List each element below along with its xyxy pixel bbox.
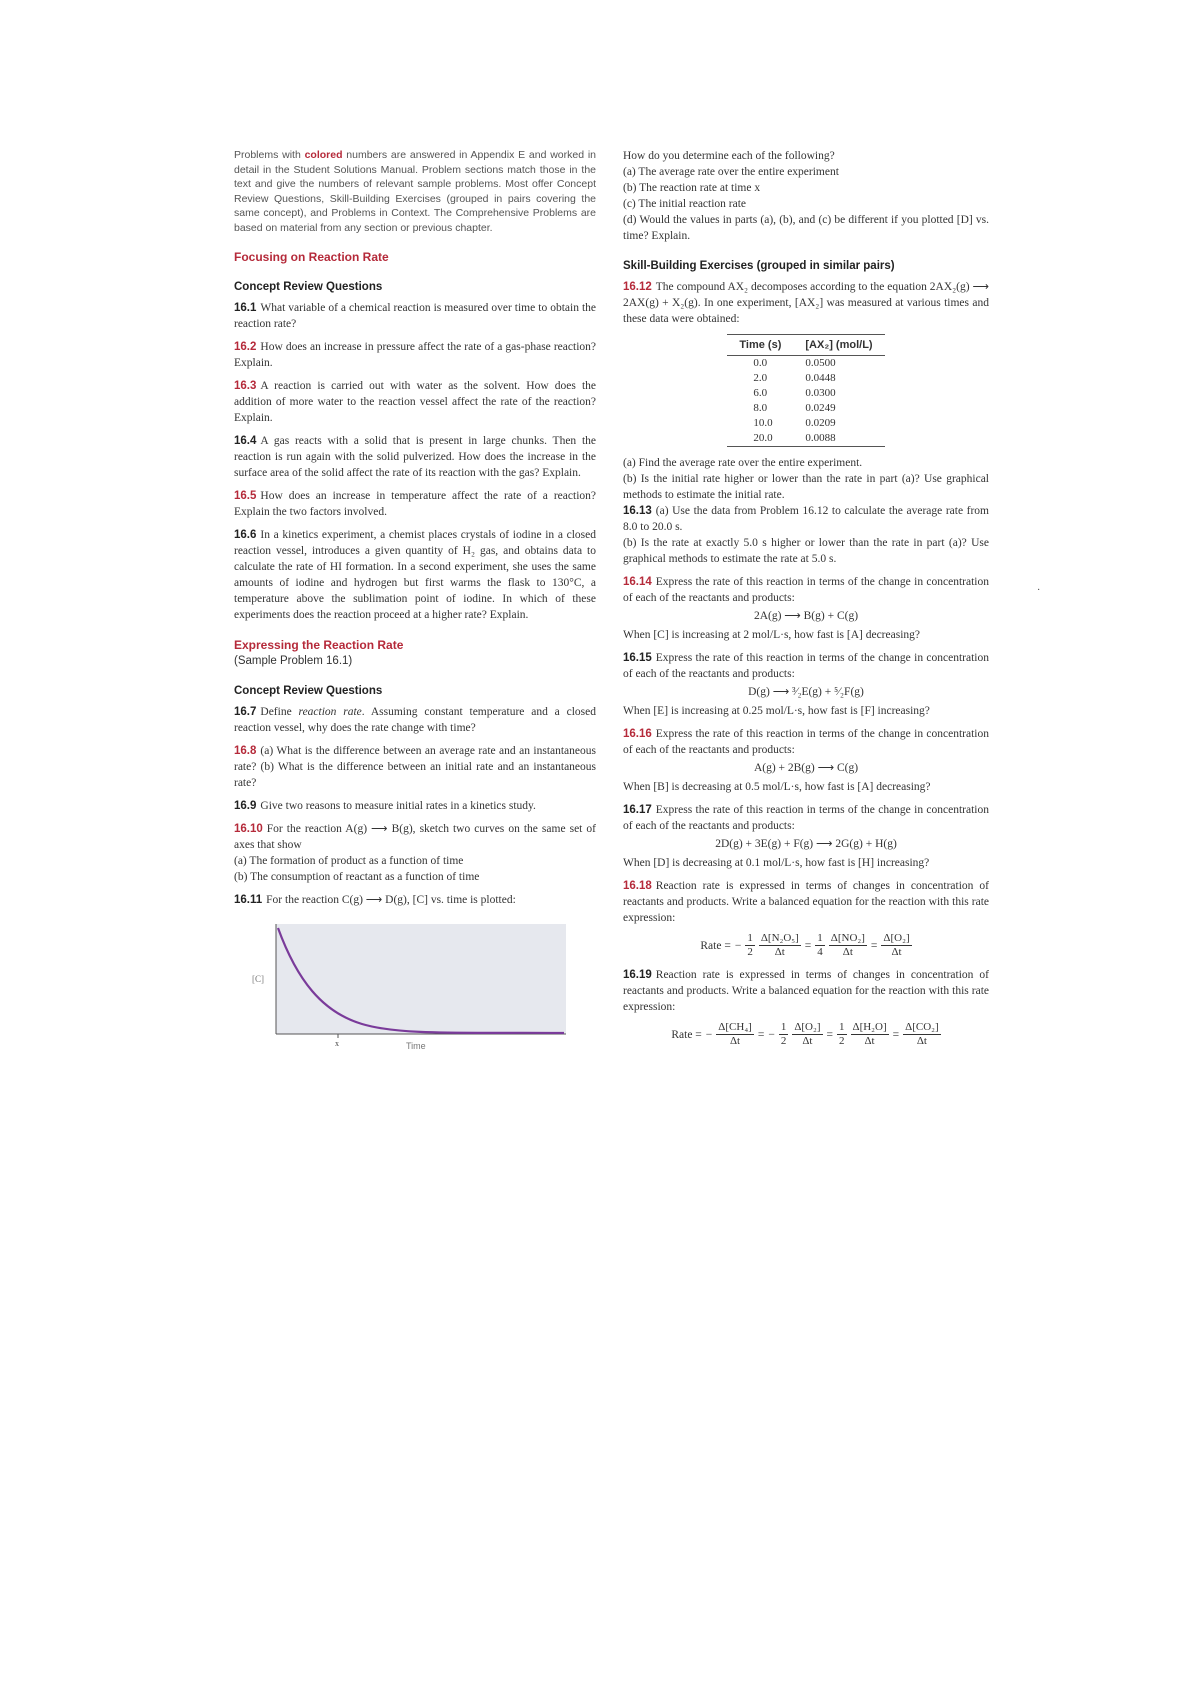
equation: A(g) + 2B(g) ⟶ C(g) [753,762,859,774]
section-heading: Focusing on Reaction Rate [234,250,389,264]
part-b: (b) Is the initial rate higher or lower than the rate in part (a)? Use graphical methods to estimate the initial rate. [623,473,989,501]
left-column [234,148,596,1050]
problem-16-7: 16.7 Define reaction rate. Assuming constant temperature and a closed reaction vessel, why does the rate change with time? [234,706,596,734]
problem-16-4: 16.4 A gas reacts with a solid that is present in large chunks. Then the reaction is run again with the solid pulverized. How does the increase in the surface area of the solid affect the rate of its reaction with the gas? Explain. [234,435,596,479]
colored-word: colored [304,149,343,161]
table-row: 8.0 0.0249 [753,402,836,414]
problem-16-8: 16.8 (a) What is the difference between an average rate and an instantaneous rate? (b) What is the difference between an initial rate and an instantaneous rate? [234,745,596,789]
equation: 2D(g) + 3E(g) + F(g) ⟶ 2G(g) + H(g) [715,838,897,850]
part-d: (d) Would the values in parts (a), (b), and (c) be different if you plotted [D] vs. time? Explain. [623,214,989,242]
problem-16-6: 16.6 In a kinetics experiment, a chemist places crystals of iodine in a closed reaction vessel, introduces a given quantity of H₂ gas, and obtains data to calculate the rate of HI formation. In a second experiment, she uses the same amounts of iodine and hydrogen but first warms the flask to 130°C, a temperature above the sublimation point of iodine. In which of these experiments does the reaction proceed at a higher rate? Explain. [234,529,596,621]
subsection-heading: Concept Review Questions [234,281,383,293]
x-tick-label: x [335,1039,339,1048]
rate-expression: Rate = − $\frac{1}{2}$ $\frac{\text{Δ[N₂O₅]}}{\Delta t}$ = $\frac{1}{4}$ $\frac{\text{Δ[NO₂]}}{\Delta t}$ = $\frac{\text{Δ[O₂]}}{\Delta t}$ [700,932,910,958]
equation: 2A(g) ⟶ B(g) + C(g) [753,610,859,622]
problem-16-18: 16.18 Reaction rate is expressed in terms of changes in concentration of reactants and products. Write a balanced equation for the reaction with this rate expression: Rate = − $\frac{1}{2}$ $\frac{\text{Δ[N₂O₅]}}{\Delta t}$ = $\frac{1}{4}$ $\frac{\text{Δ[NO₂]}}{\Delta t}$ = $\frac{\text{Δ[O₂]}}{\Delta t}$ [623,880,989,958]
equation: D(g) ⟶ ³⁄₂E(g) + ⁵⁄₂F(g) [748,686,864,698]
concentration-time-graph [252,920,596,1050]
subsection-heading: Skill-Building Exercises (grouped in similar pairs) [623,260,895,272]
sample-problem-ref: (Sample Problem 16.1) [234,655,353,667]
problem-16-16: 16.16 Express the rate of this reaction in terms of the change in concentration of each of the reactants and products: A(g) + 2B(g) ⟶ C(g) When [B] is decreasing at 0.5 mol/L·s, how fast is [A] decreasing? [623,728,989,793]
table-header: Time (s) [727,335,793,356]
y-axis-label: [C] [252,974,264,984]
intro-paragraph: Problems with colored numbers are answered in Appendix E and worked in detail in the Student Solutions Manual. Problem sections match those in the text and give the numbers of relevant sample problems. Most offer Concept Review Questions, Skill-Building Exercises (grouped in pairs covering the same concept), and Problems in Context. The Comprehensive Problems are based on material from any section or previous chapter. [234,149,596,234]
problem-16-13: 16.13 (a) Use the data from Problem 16.12 to calculate the average rate from 8.0 to 20.0 s. (b) Is the rate at exactly 5.0 s higher or lower than the rate in part (a)? Use graphical methods to estimate the rate at 5.0 s. [623,505,989,565]
x-axis-label: Time [406,1041,426,1050]
part-a: (a) The average rate over the entire experiment [623,166,839,178]
table-header: [AX₂] (mol/L) [793,335,884,356]
table-row: 2.0 0.0448 [753,372,836,384]
problem-16-1: 16.1 What variable of a chemical reaction is measured over time to obtain the reaction rate? [234,302,596,330]
problem-16-3: 16.3 A reaction is carried out with water as the solvent. How does the addition of more water to the reaction vessel affect the rate of the reaction? Explain. [234,380,596,424]
data-table [727,334,884,447]
right-column [623,148,989,1056]
table-row: 0.0 0.0500 [753,357,836,369]
part-b: (b) The reaction rate at time x [623,182,761,194]
section-heading: Expressing the Reaction Rate [234,638,404,652]
problem-16-5: 16.5 How does an increase in temperature affect the rate of a reaction? Explain the two factors involved. [234,490,596,518]
problem-16-17: 16.17 Express the rate of this reaction in terms of the change in concentration of each of the reactants and products: 2D(g) + 3E(g) + F(g) ⟶ 2G(g) + H(g) When [D] is decreasing at 0.1 mol/L·s, how fast is [H] increasing? [623,804,989,869]
table-row: 20.0 0.0088 [727,431,884,447]
part-c: (c) The initial reaction rate [623,198,747,210]
problem-16-2: 16.2 How does an increase in pressure affect the rate of a gas-phase reaction? Explain. [234,341,596,369]
rate-expression: Rate = − $\frac{\text{Δ[CH₄]}}{\Delta t}$ = − $\frac{1}{2}$ $\frac{\text{Δ[O₂]}}{\Delta t}$ = $\frac{1}{2}$ $\frac{\text{Δ[H₂O]}}{\Delta t}$ = $\frac{\text{Δ[CO₂]}}{\Delta t}$ [671,1021,939,1047]
problem-16-11: 16.11 For the reaction C(g) ⟶ D(g), [C] vs. time is plotted: [234,894,516,906]
graph-svg [252,920,582,1050]
problem-16-19: 16.19 Reaction rate is expressed in terms of changes in concentration of reactants and products. Write a balanced equation for the reaction with this rate expression: Rate = − $\frac{\text{Δ[CH₄]}}{\Delta t}$ = − $\frac{1}{2}$ $\frac{\text{Δ[O₂]}}{\Delta t}$ = $\frac{1}{2}$ $\frac{\text{Δ[H₂O]}}{\Delta t}$ = $\frac{\text{Δ[CO₂]}}{\Delta t}$ [623,969,989,1047]
problem-16-9: 16.9 Give two reasons to measure initial rates in a kinetics study. [234,800,536,812]
problem-16-10: 16.10 For the reaction A(g) ⟶ B(g), sketch two curves on the same set of axes that show (a) The formation of product as a function of time (b) The consumption of reactant as a function of time [234,823,596,883]
subsection-heading: Concept Review Questions [234,685,383,697]
problem-16-14: 16.14 Express the rate of this reaction in terms of the change in concentration of each of the reactants and products: 2A(g) ⟶ B(g) + C(g) When [C] is increasing at 2 mol/L·s, how fast is [A] decreasing? [623,576,989,641]
graph-background [276,924,566,1034]
problem-16-15: 16.15 Express the rate of this reaction in terms of the change in concentration of each of the reactants and products: D(g) ⟶ ³⁄₂E(g) + ⁵⁄₂F(g) When [E] is increasing at 0.25 mol/L·s, how fast is [F] increasing? [623,652,989,717]
part-a: (a) Find the average rate over the entire experiment. [623,457,863,469]
table-row: 10.0 0.0209 [753,417,836,429]
table-row: 6.0 0.0300 [753,387,836,399]
problem-16-11-continued: How do you determine each of the following? [623,150,835,162]
stray-mark: · [1037,585,1041,596]
problem-16-12: 16.12 The compound AX₂ decomposes according to the equation 2AX₂(g) ⟶ 2AX(g) + X₂(g). In one experiment, [AX₂] was measured at various times and these data were obtained: [623,281,989,325]
